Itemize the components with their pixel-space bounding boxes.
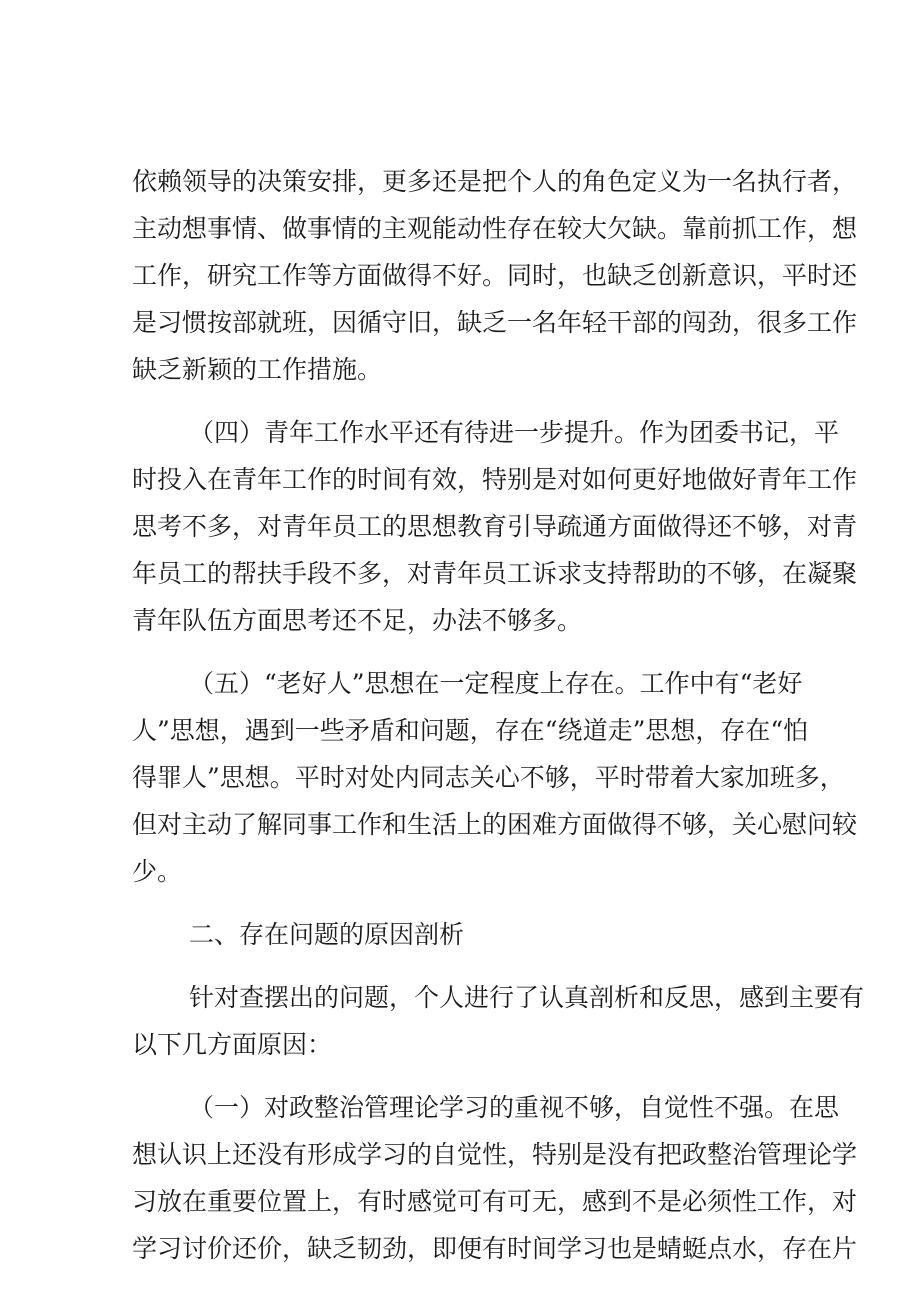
paragraph: [132, 911, 798, 958]
text-line: 时投入在青年工作的时间有效，特别是对如何更好地做好青年工作: [132, 465, 858, 494]
text-line: 思考不多，对青年员工的思想教育引导疏通方面做得还不够，对青: [132, 512, 858, 541]
text-line: 学习讨价还价，缺乏韧劲，即便有时间学习也是蜻蜓点水，存在片: [132, 1234, 858, 1263]
text-line: 想认识上还没有形成学习的自觉性，特别是没有把政整治管理论学: [132, 1140, 858, 1169]
document-body: [132, 158, 865, 1288]
text-line: 二、存在问题的原因剖析: [189, 920, 465, 949]
text-line: 是习惯按部就班，因循守旧，缺乏一名年轻干部的闯劲，很多工作: [132, 308, 858, 337]
text-line: 依赖领导的决策安排，更多还是把个人的角色定义为一名执行者，: [132, 167, 858, 196]
text-line: 工作，研究工作等方面做得不好。同时，也缺乏创新意识，平时还: [132, 261, 858, 290]
paragraph: [132, 1084, 858, 1272]
text-line: 得罪人”思想。平时对处内同志关心不够，平时带着大家加班多，: [132, 763, 845, 792]
text-line: 习放在重要位置上，有时感觉可有可无，感到不是必须性工作，对: [132, 1187, 858, 1216]
text-line: （四）青年工作水平还有待进一步提升。作为团委书记，平: [189, 418, 840, 447]
paragraph: [132, 974, 865, 1068]
text-line: 人”思想，遇到一些矛盾和问题，存在“绕道走”思想，存在“怕: [132, 716, 809, 745]
paragraph: [132, 660, 858, 895]
text-line: 缺乏新颖的工作措施。: [132, 355, 383, 384]
text-line: 少。: [132, 857, 183, 886]
text-line: 主动想事情、做事情的主观能动性存在较大欠缺。靠前抓工作，想: [132, 214, 858, 243]
text-line: （五）“老好人”思想在一定程度上存在。工作中有“老好: [189, 669, 803, 698]
text-line: 以下几方面原因：: [132, 1030, 333, 1059]
paragraph: [132, 158, 858, 393]
text-line: 针对查摆出的问题，个人进行了认真剖析和反思，感到主要有: [189, 983, 865, 1012]
text-line: 年员工的帮扶手段不多，对青年员工诉求支持帮助的不够，在凝聚: [132, 559, 858, 588]
text-line: 但对主动了解同事工作和生活上的困难方面做得不够，关心慰问较: [132, 810, 858, 839]
text-line: 青年队伍方面思考还不足，办法不够多。: [132, 606, 583, 635]
text-line: （一）对政整治管理论学习的重视不够，自觉性不强。在思: [189, 1093, 840, 1122]
paragraph: [132, 409, 858, 644]
